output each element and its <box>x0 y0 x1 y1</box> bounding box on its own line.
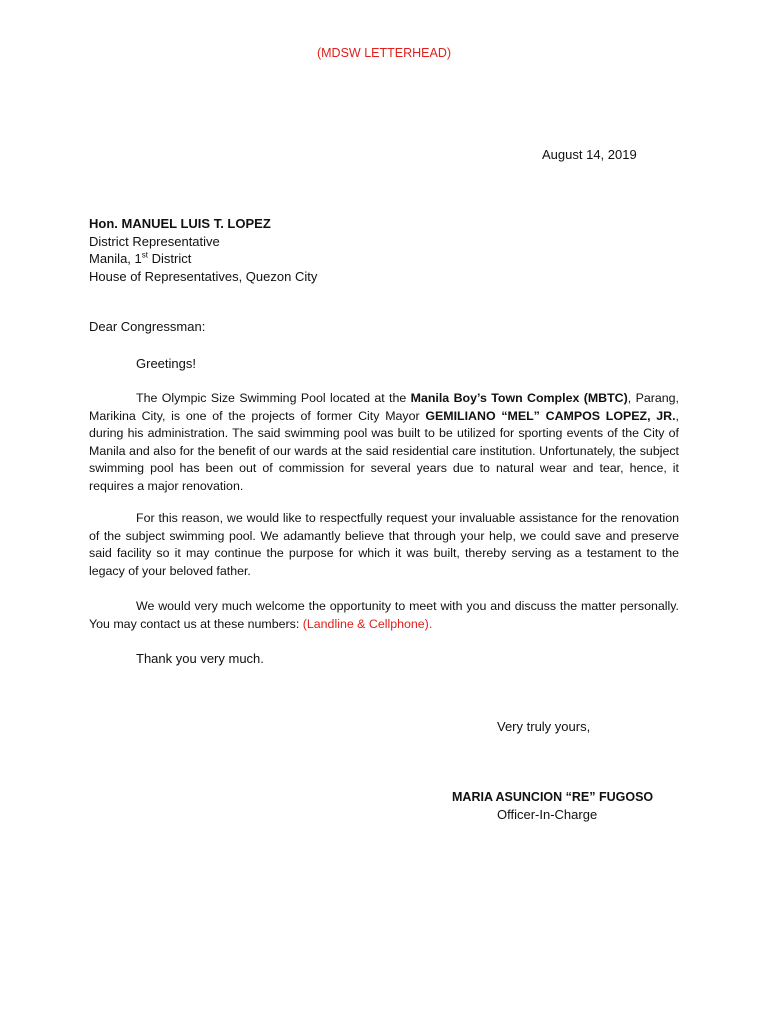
recipient-name: MANUEL LUIS T. LOPEZ <box>121 216 271 231</box>
paragraph-meeting <box>89 598 679 633</box>
complimentary-close: Very truly yours, <box>497 719 591 734</box>
greeting: Greetings! <box>136 356 196 371</box>
salutation: Dear Congressman: <box>89 319 206 334</box>
district-word: District <box>147 251 192 266</box>
p1-text-2: , Parang, Marikina City, is one of the projects of former City Mayor <box>89 391 679 423</box>
recipient-office: House of Representatives, Quezon City <box>89 268 318 284</box>
signer-name: MARIA ASUNCION “RE” FUGOSO <box>452 790 654 804</box>
p3-text-2: . <box>428 616 433 631</box>
paragraph-request: For this reason, we would like to respectfully request your invaluable assistance for the renovation of the subject swimming pool. We adamantly believe that through your help, we could save and preserve said facility so it may continue the purpose for which it was built, thereby serving as a testament to the legacy of your beloved father. <box>89 511 679 578</box>
p1-text-1: The Olympic Size Swimming Pool located at the <box>136 391 411 405</box>
thank-you-line: Thank you very much. <box>136 651 264 666</box>
recipient-name-line <box>89 215 317 233</box>
letterhead-placeholder: (MDSW LETTERHEAD) <box>316 46 452 60</box>
p3-text-1: We would very much welcome the opportunity to meet with you and discuss the matter personally. You may contact us at these numbers: <box>89 599 679 631</box>
letter-date: August 14, 2019 <box>542 147 637 162</box>
paragraph-pool-background <box>89 390 679 495</box>
p3-contact-placeholder: (Landline & Cellphone) <box>302 616 429 631</box>
district-city: Manila, 1 <box>89 251 142 266</box>
recipient-honorific: Hon. <box>89 216 122 231</box>
district-ordinal: st <box>141 250 148 260</box>
recipient-position: District Representative <box>89 233 220 249</box>
recipient-address-block <box>89 215 317 285</box>
signer-title: Officer-In-Charge <box>497 807 598 822</box>
p1-text-3: , during his administration. The said swimming pool was built to be utilized for sporting events of the City of Manila and also for the benefit of our wards at the said residential care institution. Unfortunately, the subject swimming pool has been out of commission for several years due to natural wear and tear, hence, it requires a major renovation. <box>89 408 679 493</box>
p1-complex-name: Manila Boy’s Town Complex (MBTC) <box>410 391 628 405</box>
recipient-district <box>89 250 317 268</box>
p1-mayor-name: GEMILIANO “MEL” CAMPOS LOPEZ, JR. <box>425 408 676 423</box>
